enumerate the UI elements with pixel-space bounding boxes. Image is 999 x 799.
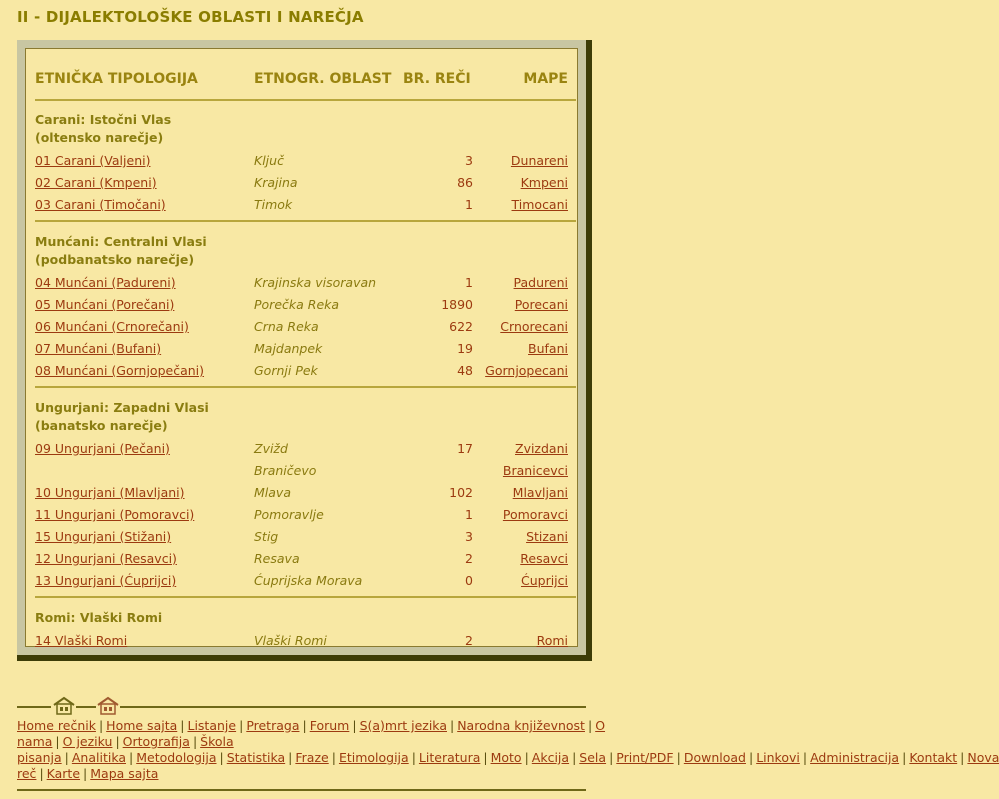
row-word-count: 3 — [465, 153, 473, 168]
group-title-line1: Romi: Vlaški Romi — [35, 610, 163, 625]
row-ethnic-name-link[interactable]: 03 Carani (Timočani) — [35, 197, 166, 212]
link-separator: | — [115, 734, 120, 749]
row-map-link[interactable]: Porecani — [514, 297, 568, 312]
group-title-line2: (podbanatsko narečje) — [35, 252, 195, 267]
footer-link[interactable]: Print/PDF — [616, 750, 674, 765]
row-ethnic-name-link[interactable]: 09 Ungurjani (Pečani) — [35, 441, 170, 456]
footer-link[interactable]: Analitika — [71, 750, 126, 765]
link-separator: | — [902, 750, 907, 765]
row-ethnic-name-link[interactable]: 02 Carani (Kmpeni) — [35, 175, 157, 190]
row-region: Krajinska visoravan — [254, 275, 377, 290]
row-map-link[interactable]: Kmpeni — [520, 175, 568, 190]
link-separator: | — [288, 750, 293, 765]
header-ethnic-typology: ETNIČKA TIPOLOGIJA — [35, 71, 198, 87]
row-map-link[interactable]: Mlavljani — [512, 485, 568, 500]
group-title — [35, 233, 207, 269]
row-ethnic-name-link[interactable]: 12 Ungurjani (Resavci) — [35, 551, 177, 566]
header-maps: MAPE — [523, 71, 568, 87]
row-map-link[interactable]: Resavci — [520, 551, 568, 566]
row-word-count: 1890 — [441, 297, 473, 312]
link-separator: | — [748, 750, 754, 765]
footer-divider-left — [17, 706, 51, 708]
row-map-link[interactable]: Gornjopecani — [485, 363, 568, 378]
group-title-line1: Carani: Istočni Vlas — [35, 112, 172, 127]
home-site-icon[interactable] — [97, 697, 119, 715]
row-map-link[interactable]: Bufani — [528, 341, 568, 356]
row-ethnic-name-link[interactable]: 14 Vlaški Romi — [35, 633, 128, 648]
row-map-link[interactable]: Timocani — [511, 197, 568, 212]
divider — [35, 99, 576, 101]
row-map-link[interactable]: Crnorecani — [500, 319, 568, 334]
footer-link[interactable]: Linkovi — [756, 750, 800, 765]
header-word-count: BR. REČI — [403, 71, 471, 87]
row-word-count: 17 — [457, 441, 473, 456]
link-separator: | — [676, 750, 681, 765]
row-ethnic-name-link[interactable]: 06 Munćani (Crnorečani) — [35, 319, 189, 334]
footer-divider-right — [120, 706, 586, 708]
link-separator: | — [352, 718, 357, 733]
row-word-count: 1 — [465, 275, 473, 290]
footer-link[interactable]: Statistika — [226, 750, 286, 765]
link-separator: | — [219, 750, 224, 765]
link-separator: | — [483, 750, 488, 765]
footer-link[interactable]: Administracija — [810, 750, 900, 765]
footer-link[interactable]: Karte — [46, 766, 81, 781]
footer-link[interactable]: Nova reč — [17, 750, 999, 781]
divider — [35, 220, 576, 222]
row-word-count: 1 — [465, 197, 473, 212]
footer-link[interactable]: Download — [683, 750, 746, 765]
row-region: Timok — [254, 197, 293, 212]
row-region: Gornji Pek — [254, 363, 318, 378]
footer-link[interactable]: Akcija — [531, 750, 570, 765]
footer-link[interactable]: Fraze — [295, 750, 329, 765]
group-title — [35, 609, 162, 627]
link-separator: | — [64, 750, 69, 765]
row-map-link[interactable]: Dunareni — [510, 153, 568, 168]
link-separator: | — [83, 766, 88, 781]
footer-link[interactable]: Pretraga — [246, 718, 300, 733]
row-region: Crna Reka — [254, 319, 319, 334]
link-separator: | — [192, 734, 198, 749]
link-separator: | — [39, 766, 44, 781]
dialect-table — [25, 48, 578, 647]
page-title: II - DIJALEKTOLOŠKE OBLASTI I NAREČJA — [17, 8, 364, 26]
link-separator: | — [180, 718, 185, 733]
row-map-link[interactable]: Ćuprijci — [520, 573, 568, 588]
footer-link[interactable]: Škola pisanja — [17, 734, 234, 765]
row-region: Ćuprijska Morava — [254, 573, 363, 588]
link-separator: | — [129, 750, 134, 765]
row-ethnic-name-link[interactable]: 05 Munćani (Porečani) — [35, 297, 175, 312]
row-word-count: 0 — [465, 573, 473, 588]
group-title-line2: (banatsko narečje) — [35, 418, 168, 433]
table-frame — [17, 40, 592, 661]
row-word-count: 48 — [457, 363, 473, 378]
link-separator: | — [449, 718, 455, 733]
row-region: Stig — [254, 529, 279, 544]
link-separator: | — [524, 750, 529, 765]
group-title-line2: (oltensko narečje) — [35, 130, 164, 145]
link-separator: | — [331, 750, 336, 765]
row-map-link[interactable]: Padureni — [513, 275, 568, 290]
footer-link[interactable]: Etimologija — [338, 750, 409, 765]
footer-link[interactable]: Mapa sajta — [90, 766, 159, 781]
row-region: Pomoravlje — [254, 507, 324, 522]
row-word-count: 86 — [457, 175, 473, 190]
row-region: Majdanpek — [254, 341, 323, 356]
row-map-link[interactable]: Branicevci — [502, 463, 568, 478]
row-map-link[interactable]: Romi — [536, 633, 568, 648]
footer-link[interactable]: Home sajta — [106, 718, 178, 733]
row-ethnic-name-link[interactable]: 13 Ungurjani (Ćuprijci) — [35, 573, 177, 588]
footer-divider-mid — [76, 706, 96, 708]
home-dictionary-icon[interactable] — [53, 697, 75, 715]
row-ethnic-name-link[interactable]: 01 Carani (Valjeni) — [35, 153, 151, 168]
row-ethnic-name-link[interactable]: 08 Munćani (Gornjopečani) — [35, 363, 205, 378]
row-ethnic-name-link[interactable]: 04 Munćani (Padureni) — [35, 275, 176, 290]
footer-link[interactable]: Metodologija — [136, 750, 217, 765]
footer-link[interactable]: S(a)mrt jezika — [359, 718, 447, 733]
row-word-count: 2 — [465, 551, 473, 566]
footer-link[interactable]: Listanje — [187, 718, 237, 733]
row-ethnic-name-link[interactable]: 15 Ungurjani (Stižani) — [35, 529, 172, 544]
row-region: Resava — [254, 551, 300, 566]
row-word-count: 2 — [465, 633, 473, 648]
footer-bottom-divider — [17, 789, 586, 791]
row-region: Porečka Reka — [254, 297, 340, 312]
link-separator: | — [960, 750, 965, 765]
link-separator: | — [587, 718, 593, 733]
footer-link[interactable]: O nama — [17, 718, 606, 749]
row-region: Zvižd — [254, 441, 288, 456]
row-region: Ključ — [254, 153, 284, 168]
row-region: Vlaški Romi — [254, 633, 327, 648]
row-ethnic-name-link[interactable]: 10 Ungurjani (Mlavljani) — [35, 485, 185, 500]
footer-link[interactable]: O jeziku — [62, 734, 113, 749]
link-separator: | — [302, 718, 307, 733]
footer-link[interactable]: Moto — [490, 750, 522, 765]
footer-link[interactable]: Ortografija — [122, 734, 190, 749]
row-region: Krajina — [254, 175, 298, 190]
link-separator: | — [572, 750, 577, 765]
row-word-count: 102 — [449, 485, 473, 500]
group-title — [35, 111, 171, 147]
row-region: Braničevo — [254, 463, 317, 478]
footer-link[interactable]: Narodna književnost — [457, 718, 585, 733]
row-word-count: 622 — [449, 319, 473, 334]
row-word-count: 1 — [465, 507, 473, 522]
row-word-count: 19 — [457, 341, 473, 356]
group-title-line1: Ungurjani: Zapadni Vlasi — [35, 400, 209, 415]
footer-link[interactable]: Home rečnik — [17, 718, 96, 733]
divider — [35, 596, 576, 598]
link-separator: | — [55, 734, 60, 749]
footer-link[interactable]: Sela — [579, 750, 607, 765]
footer-navigation — [17, 718, 999, 782]
group-title — [35, 399, 209, 435]
row-map-link[interactable]: Zvizdani — [515, 441, 568, 456]
link-separator: | — [411, 750, 416, 765]
footer-link[interactable]: Forum — [309, 718, 350, 733]
footer-link[interactable]: Literatura — [418, 750, 481, 765]
link-separator: | — [609, 750, 614, 765]
divider — [35, 386, 576, 388]
row-word-count: 3 — [465, 529, 473, 544]
link-separator: | — [802, 750, 808, 765]
row-region: Mlava — [254, 485, 291, 500]
row-ethnic-name-link[interactable]: 11 Ungurjani (Pomoravci) — [35, 507, 195, 522]
group-title-line1: Munćani: Centralni Vlasi — [35, 234, 207, 249]
row-map-link[interactable]: Pomoravci — [502, 507, 568, 522]
link-separator: | — [239, 718, 244, 733]
link-separator: | — [98, 718, 104, 733]
row-map-link[interactable]: Stizani — [526, 529, 568, 544]
row-ethnic-name-link[interactable]: 07 Munćani (Bufani) — [35, 341, 162, 356]
header-ethnographic-region: ETNOGR. OBLAST — [254, 71, 392, 87]
footer-link[interactable]: Kontakt — [909, 750, 958, 765]
